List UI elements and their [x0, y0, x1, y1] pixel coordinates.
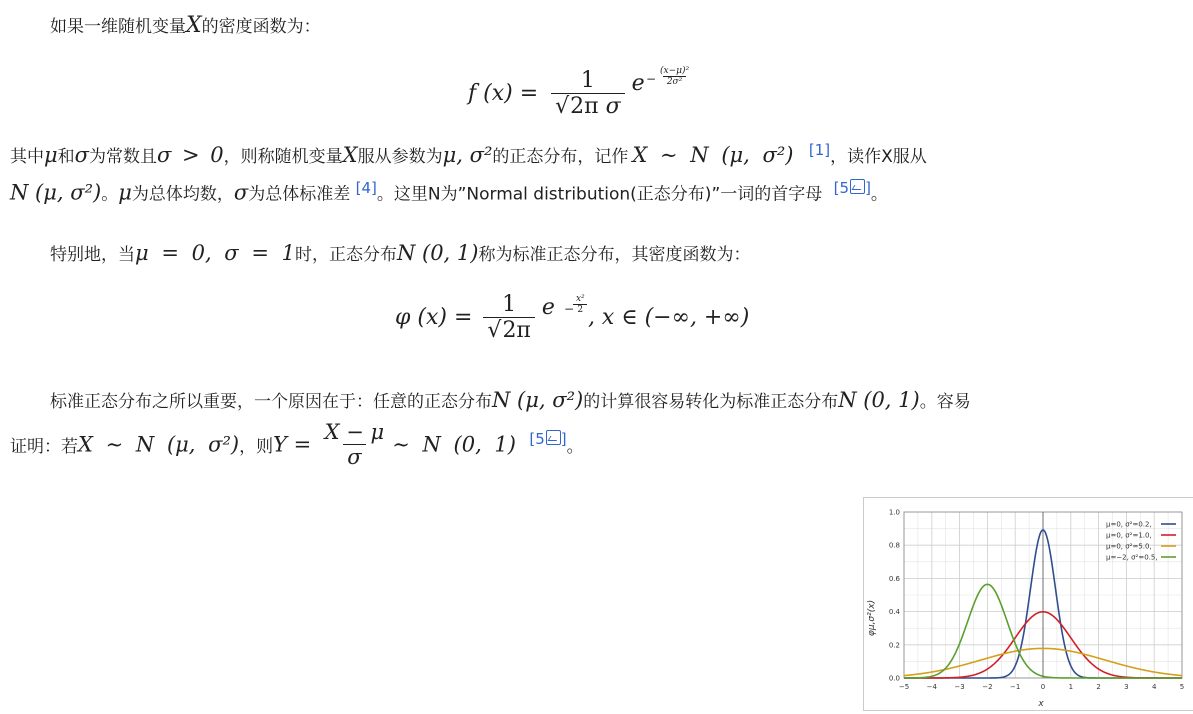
sqrt-2pi: 2π — [570, 94, 599, 119]
citation-5[interactable]: [5 ] — [833, 179, 871, 197]
density-formula: f (x) = $\frac{1}{\text{√2π σ}}$ e − $\frac{\text{(x−μ)²}}{\text{2σ²}}$ — [468, 68, 645, 119]
math-X: X — [342, 143, 358, 167]
math-n01: N (0, 1) — [838, 388, 920, 412]
paragraph-importance-line2: 证明：若X ∼ N (μ, σ²)，则Y = $\frac{X - \mu}{\sigma}$ ∼ N (0, 1) [5 ]。 — [10, 420, 584, 469]
y-tick-label: 0.4 — [888, 608, 900, 617]
x-tick-label: 3 — [1124, 683, 1129, 691]
math-y: Y = — [273, 432, 312, 457]
math-condition: σ > 0 — [157, 143, 224, 167]
fraction-numerator: 1 — [580, 68, 595, 93]
phi-fraction: $\frac{1}{√2\pi}$ — [483, 292, 535, 343]
x-tick-label: −5 — [898, 683, 910, 691]
y-tick-label: 1.0 — [888, 508, 900, 517]
y-axis-label: φμ,σ²(x) — [867, 599, 877, 637]
math-normal: N (μ, σ²) — [492, 388, 584, 412]
intro-text: 如果一维随机变量 — [50, 17, 186, 37]
math-notation: X ∼ N (μ, σ²) — [632, 143, 794, 167]
x-tick-label: 0 — [1040, 683, 1046, 691]
math-n01: N (0, 1) — [396, 241, 479, 265]
chart-legend — [1106, 521, 1176, 562]
y-tick-label: 0.0 — [888, 674, 900, 683]
y-tick-label: 0.2 — [888, 641, 900, 650]
x-tick-label: −1 — [1010, 683, 1021, 691]
x-tick-label: −3 — [954, 683, 965, 691]
exponent-denominator: 2σ² — [663, 76, 686, 87]
citation-5b[interactable]: [5 ] — [529, 429, 567, 448]
y-tick-label: 0.6 — [888, 574, 900, 583]
legend-label: μ=0, σ²=5.0, — [1106, 542, 1152, 551]
math-sigma-2: σ — [233, 180, 249, 205]
formula-fraction: $\frac{1}{\text{√2π σ}}$ — [551, 68, 625, 119]
image-icon — [850, 179, 865, 194]
normal-distribution-figure[interactable] — [863, 497, 1193, 711]
phi-domain: , x ∈ (−∞, +∞) — [587, 305, 750, 330]
legend-label: μ=0, σ²=1.0, — [1106, 531, 1152, 540]
y-tick-label: 0.8 — [888, 541, 900, 550]
citation-4[interactable]: [4] — [355, 179, 377, 197]
sigma-symbol: σ — [605, 94, 621, 119]
x-tick-label: −2 — [982, 683, 993, 691]
math-sigma: σ — [74, 143, 89, 167]
paragraph-definition-line2: N (μ, σ²)。μ为总体均数，σ为总体标准差 [4]。这里N为”Normal distribution(正态分布)”一词的首字母 [5 ]。 — [10, 179, 888, 205]
pdf-chart — [864, 498, 1193, 710]
paragraph-intro — [50, 12, 321, 38]
formula-lhs: f (x) = — [468, 81, 539, 106]
math-notation-2: N (μ, σ²) — [10, 180, 102, 205]
standard-density-formula: φ (x) = $\frac{1}{√2\pi}$ e − $\frac{\text{x²}}{2}$ , x ∈ (−∞, +∞) — [395, 292, 750, 343]
legend-label: μ=0, σ²=0.2, — [1106, 520, 1152, 529]
x-axis-label: x — [1038, 699, 1044, 709]
paragraph-definition-line1: 其中μ和σ为常数且σ > 0，则称随机变量X服从参数为μ, σ²的正态分布，记作 X ∼ N (μ, σ²) [1]，读作X服从 — [10, 141, 927, 167]
phi-lhs: φ (x) = — [395, 305, 473, 330]
paragraph-standard: 特别地，当μ = 0, σ = 1时，正态分布N (0, 1)称为标准正态分布，其密度函数为： — [50, 241, 751, 265]
citation-1[interactable]: [1] — [808, 141, 831, 160]
exp-base: e — [541, 295, 555, 320]
x-tick-label: 4 — [1151, 683, 1157, 691]
x-tick-label: 5 — [1179, 683, 1185, 691]
math-standard-condition: μ = 0, σ = 1 — [135, 241, 295, 265]
standardize-fraction: $\frac{X - \mu}{\sigma}$ — [324, 420, 385, 469]
paragraph-importance-line1: 标准正态分布之所以重要，一个原因在于：任意的正态分布N (μ, σ²)的计算很容易转化为标准正态分布N (0, 1)。容易 — [50, 388, 971, 412]
x-tick-label: 2 — [1096, 683, 1101, 691]
x-tick-label: −4 — [926, 683, 937, 691]
intro-end-text: 的密度函数为： — [201, 17, 321, 37]
sqrt-2pi: 2π — [502, 318, 531, 343]
exp-base: e — [631, 71, 645, 96]
image-icon — [546, 430, 561, 445]
math-params: μ, σ² — [442, 143, 493, 167]
exponent-numerator: (x−μ)² — [660, 66, 690, 76]
math-X: X — [186, 13, 202, 38]
legend-label: μ=−2, σ²=0.5, — [1106, 553, 1158, 562]
math-x-normal: X ∼ N (μ, σ²) — [78, 432, 240, 457]
x-tick-label: 1 — [1068, 683, 1074, 691]
math-result: ∼ N (0, 1) — [392, 432, 516, 457]
math-mu-2: μ — [118, 180, 132, 205]
math-mu: μ — [44, 143, 58, 167]
